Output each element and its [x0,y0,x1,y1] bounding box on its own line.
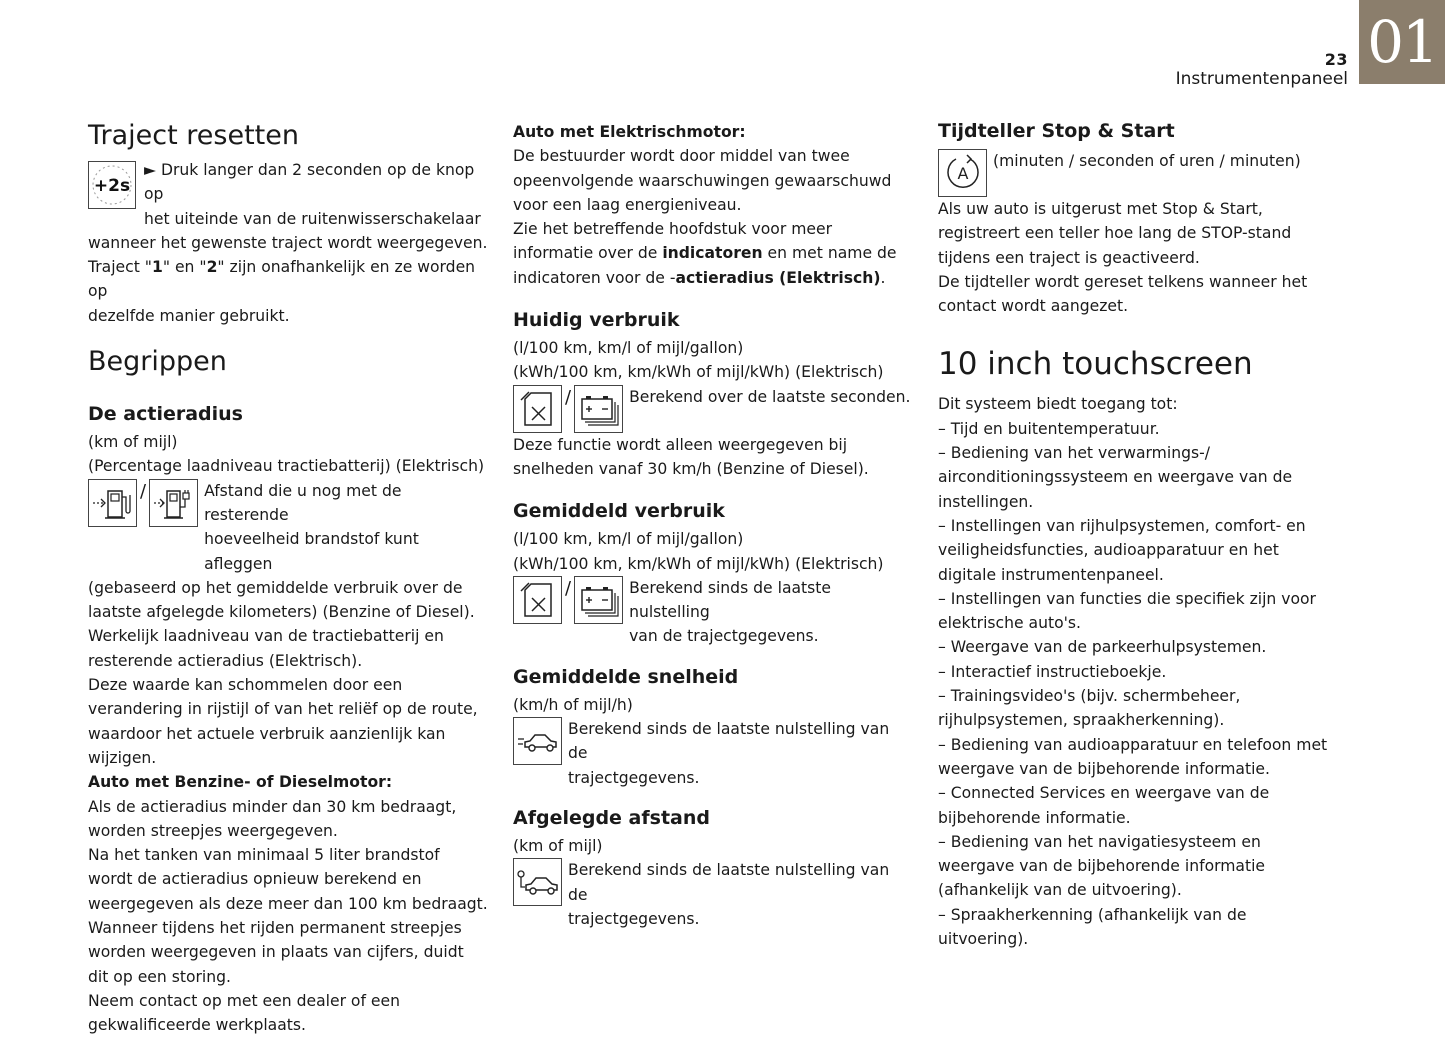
huidig-unit1: (l/100 km, km/l of mijl/gallon) [513,339,744,358]
stopstart-heading: Tijdteller Stop & Start [938,120,1175,142]
section-title: Instrumentenpaneel [1175,69,1348,89]
elektrisch-p1: De bestuurder wordt door middel van twee opeenvolgende waarschuwingen gewaarschuwd voor een laag energieniveau. [513,147,892,214]
afstand-icon-text2: trajectgegevens. [568,909,700,928]
list-item: – Instellingen van functies die specifiek zijn voor elektrische auto's. [938,589,1316,633]
elektrisch-subhead: Auto met Elektrischmotor: [513,123,746,141]
traject-line1: Druk langer dan 2 seconden op de knop op [144,161,475,204]
touchscreen-heading: 10 inch touchscreen [938,346,1253,383]
afstand-unit: (km of mijl) [513,836,603,855]
list-item: – Instellingen van rijhulpsystemen, comfort- en veiligheidsfuncties, audioapparatuur en het digitale instrumentenpaneel. [938,516,1306,584]
actieradius-icon-text2: hoeveelheid brandstof kunt afleggen [204,530,419,573]
traject-line3: wanneer het gewenste traject wordt weergegeven. [88,233,488,252]
stopstart-p2: De tijdteller wordt gereset telkens wanneer het contact wordt aangezet. [938,272,1308,316]
gemverbruik-icon-text1: Berekend sinds de laatste nulstelling [629,578,831,622]
car-distance-icon [513,858,562,906]
gemsnelheid-icon-text1: Berekend sinds de laatste nulstelling van de [568,720,890,763]
benzine-subhead: Auto met Benzine- of Dieselmotor: [88,773,393,792]
touchscreen-intro: Dit systeem biedt toegang tot: [938,395,1178,414]
icon-separator: / [565,386,572,408]
bullet-arrow: ► [144,161,156,179]
actieradius-p5: Na het tanken van minimaal 5 liter brandstof wordt de actieradius opnieuw berekend en weergegeven als deze meer dan 100 km bedraagt. [88,846,488,913]
actieradius-p4: Als de actieradius minder dan 30 km bedraagt, worden streepjes weergegeven. [88,797,457,840]
actieradius-unit1: (km of mijl) [88,433,178,452]
fuel-can-icon [513,576,562,624]
actieradius-unit2: (Percentage laadniveau tractiebatterij) (Elektrisch) [88,457,485,476]
fuel-can-icon [513,385,562,433]
gemverbruik-icon-text2: van de trajectgegevens. [629,627,819,646]
fuel-range-icon [88,479,137,527]
list-item: – Weergave van de parkeerhulpsystemen. [938,638,1267,657]
traject-line5: dezelfde manier gebruikt. [88,306,290,325]
touchscreen-feature-list [938,417,1333,952]
stop-start-icon [938,149,987,197]
icon-separator: / [140,480,147,502]
icon-separator: / [565,577,572,599]
stopstart-p1: Als uw auto is uitgerust met Stop & Start, registreert een teller hoe lang de STOP-stand tijdens een traject is geactiveerd. [938,200,1292,267]
traject-heading: Traject resetten [88,120,299,151]
afstand-heading: Afgelegde afstand [513,806,710,829]
gemsnelheid-icon-text2: trajectgegevens. [568,768,700,787]
reset-2s-label: +2s [93,176,131,196]
actieradius-icon-text1: Afstand die u nog met de resterende [204,481,402,524]
gemsnelheid-unit: (km/h of mijl/h) [513,695,633,714]
page-number: 23 [1324,50,1348,69]
battery-icon [574,385,623,433]
huidig-heading: Huidig verbruik [513,309,680,332]
column-right [938,117,1333,951]
stopstart-icon-text: (minuten / seconden of uren / minuten) [993,152,1301,170]
actieradius-p6: Wanneer tijdens het rijden permanent streepjes worden weergegeven in plaats van cijfers, duidt dit op een storing. [88,919,464,986]
list-item: – Bediening van het navigatiesysteem en weergave van de bijbehorende informatie (afhankelijk van de uitvoering). [938,832,1266,900]
gemverbruik-heading: Gemiddeld verbruik [513,500,725,523]
electric-range-icon [149,479,198,527]
traject-line2: het uiteinde van de ruitenwisserschakelaar [144,209,481,228]
actieradius-p2: Werkelijk laadniveau van de tractiebatterij en resterende actieradius (Elektrisch). [88,627,444,670]
huidig-p: Deze functie wordt alleen weergegeven bij snelheden vanaf 30 km/h (Benzine of Diesel). [513,435,869,478]
svg-text:A: A [957,164,969,183]
actieradius-heading: De actieradius [88,403,243,426]
reset-2s-icon [88,161,136,209]
gemverbruik-unit1: (l/100 km, km/l of mijl/gallon) [513,530,744,549]
afstand-icon-text1: Berekend sinds de laatste nulstelling van de [568,861,890,904]
actieradius-p3: Deze waarde kan schommelen door een verandering in rijstijl of van het reliëf op de route, waardoor het actuele verbruik aanzienlijk kan wijzigen. [88,676,478,767]
list-item: – Connected Services en weergave van de bijbehorende informatie. [938,784,1270,827]
list-item: – Interactief instructieboekje. [938,662,1167,681]
actieradius-p1: (gebaseerd op het gemiddelde verbruik over de laatste afgelegde kilometers) (Benzine of Diesel). [88,578,475,622]
battery-icon [574,576,623,624]
gemsnelheid-heading: Gemiddelde snelheid [513,665,739,688]
list-item: – Bediening van het verwarmings-/ airconditioningssysteem en weergave van de instellingen. [938,444,1293,511]
list-item: – Tijd en buitentemperatuur. [938,419,1160,438]
list-item: – Spraakherkenning (afhankelijk van de uitvoering). [938,905,1247,949]
column-middle [513,120,913,931]
list-item: – Bediening van audioapparatuur en telefoon met weergave van de bijbehorende informatie. [938,735,1328,778]
huidig-unit2: (kWh/100 km, km/kWh of mijl/kWh) (Elektrisch) [513,363,884,382]
chapter-tab: 01 [1359,0,1445,84]
column-left [88,112,488,1038]
huidig-icon-text: Berekend over de laatste seconden. [629,387,911,406]
actieradius-p7: Neem contact op met een dealer of een gekwalificeerde werkplaats. [88,991,400,1035]
list-item: – Trainingsvideo's (bijv. schermbeheer, rijhulpsystemen, spraakherkenning). [938,687,1241,730]
elektrisch-p2: Zie het betreffende hoofdstuk voor meer informatie over de indicatoren en met name de indicatoren voor de -actieradius (Elektrisch). [513,220,897,287]
gemverbruik-unit2: (kWh/100 km, km/kWh of mijl/kWh) (Elektrisch) [513,554,884,573]
begrippen-heading: Begrippen [88,346,227,378]
car-speed-icon [513,717,562,765]
traject-line4: Traject "1" en "2" zijn onafhankelijk en ze worden op [88,258,476,301]
